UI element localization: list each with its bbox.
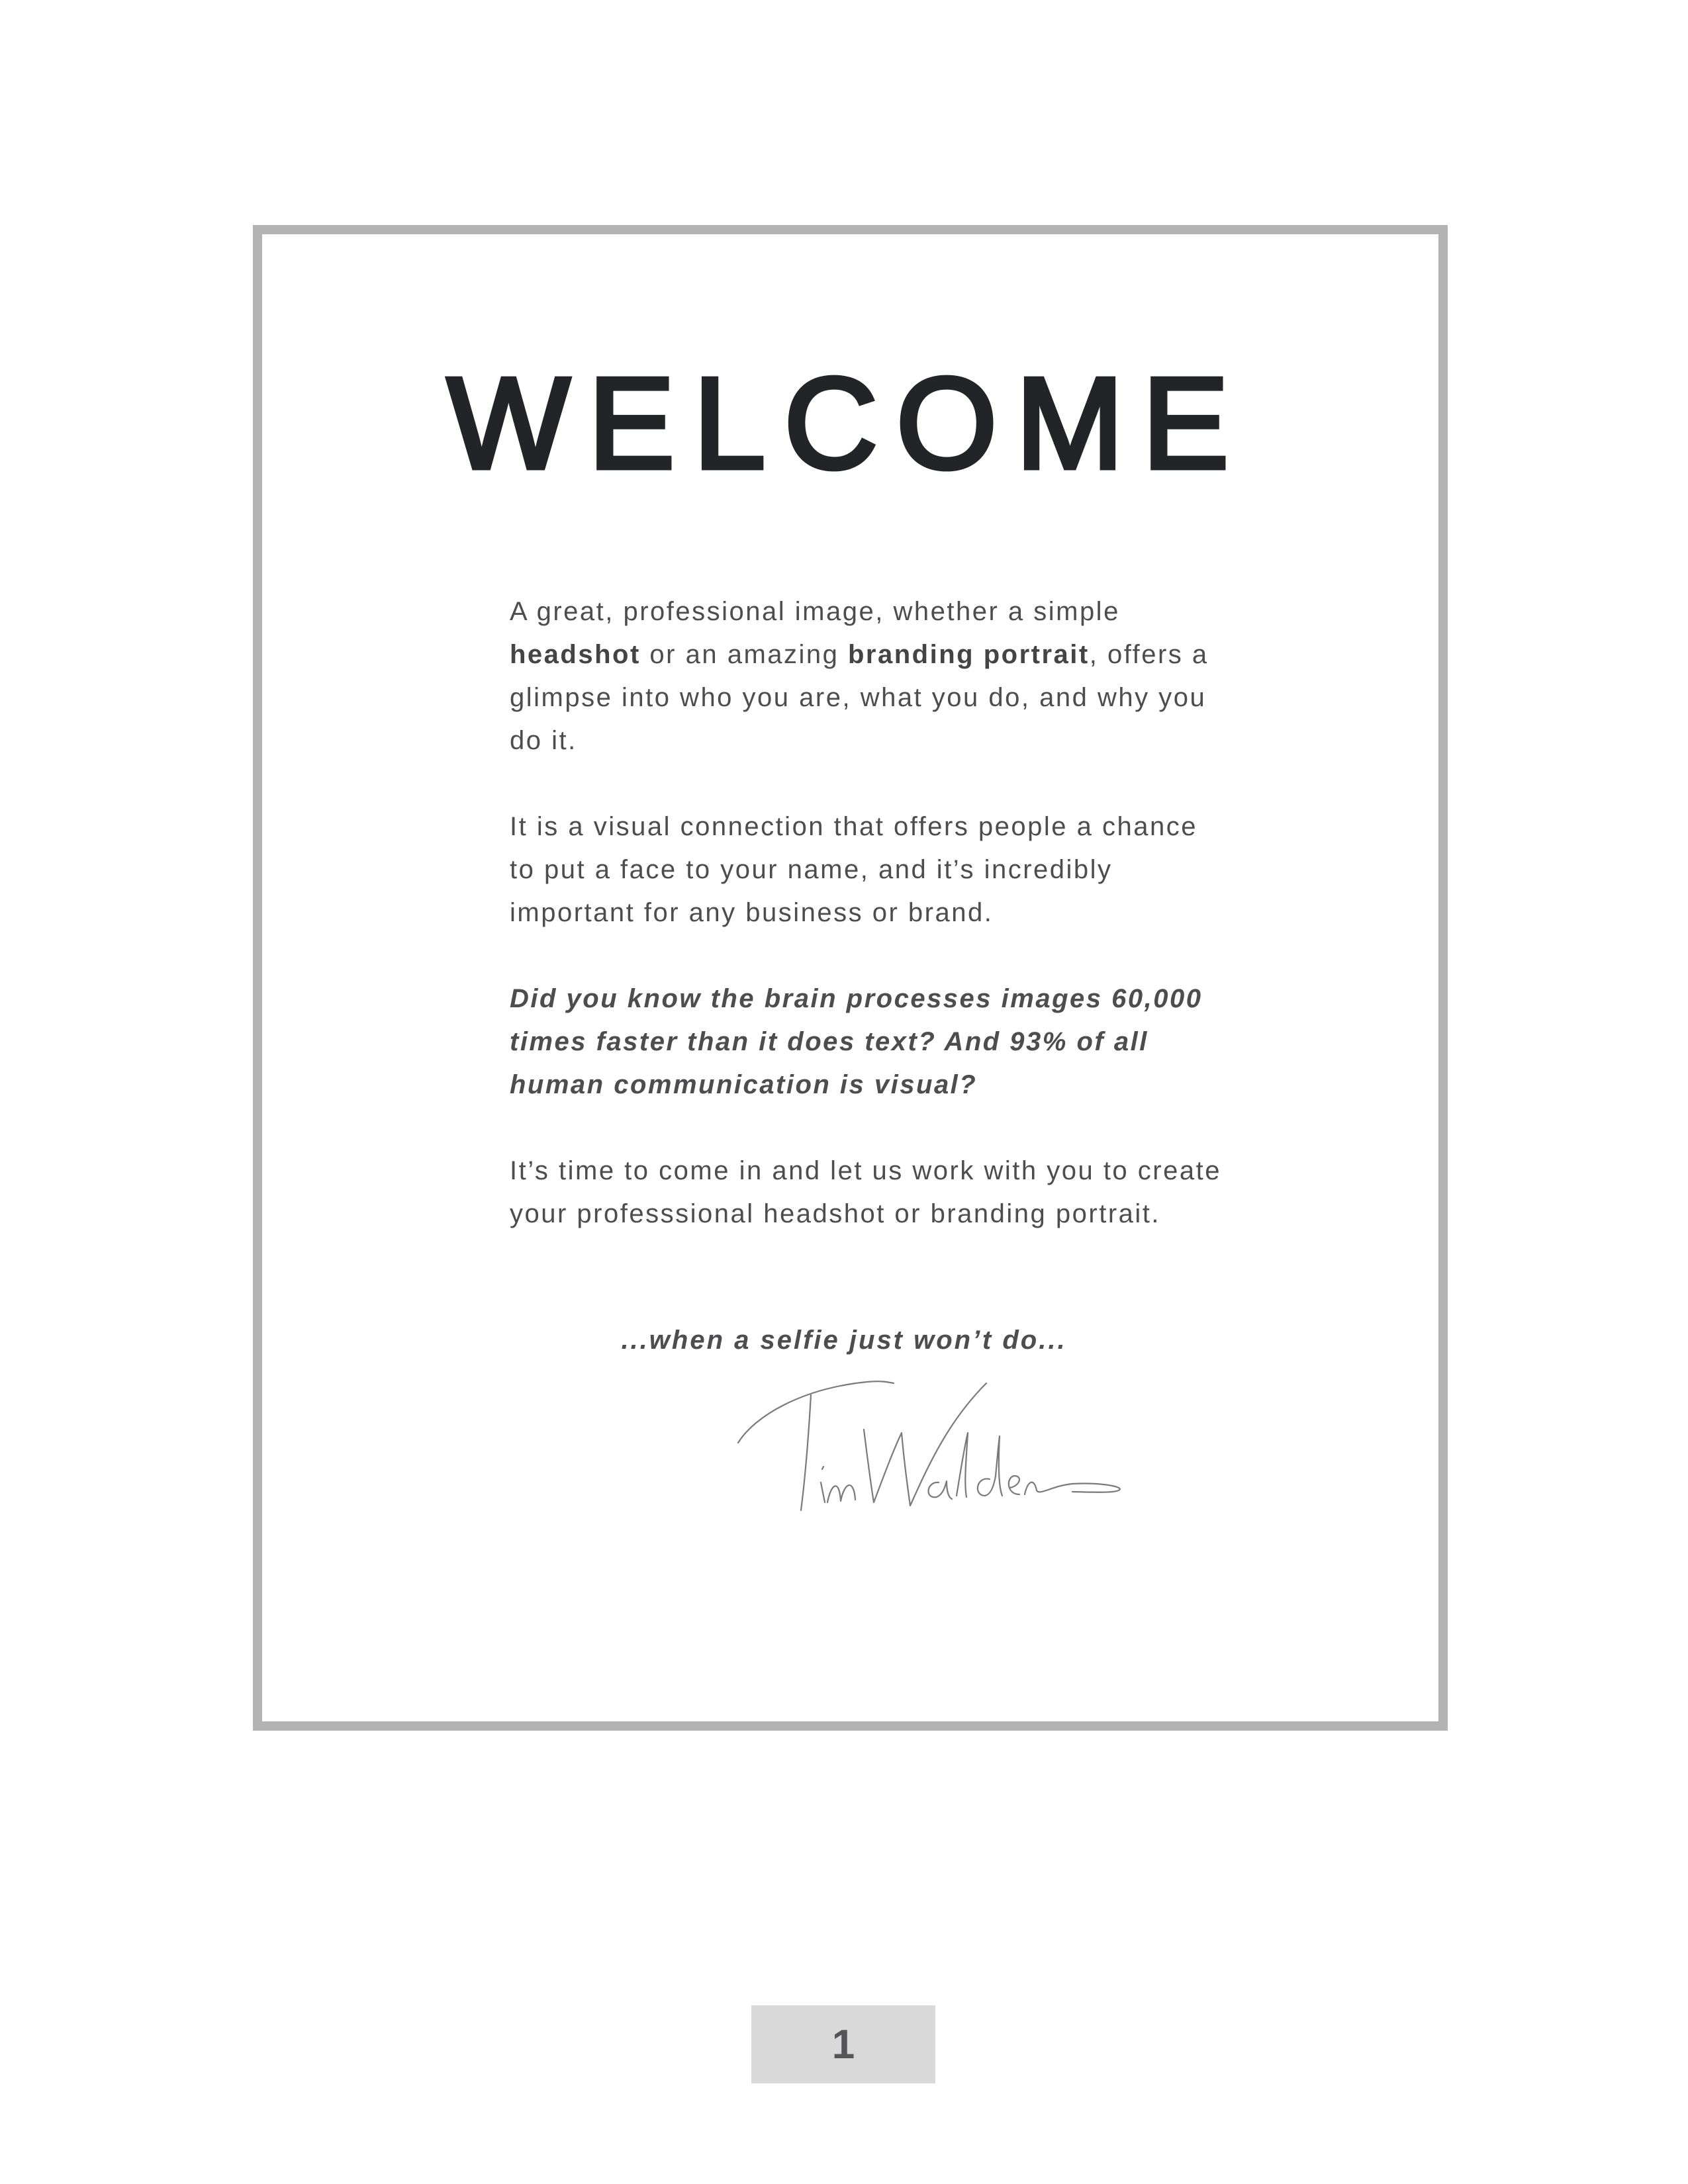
tagline: ...when a selfie just won’t do... bbox=[621, 1326, 1067, 1355]
intro-text-3: , offers a glimpse into who you are, what you do, and why you do it. bbox=[510, 640, 1209, 755]
branding-portrait-emphasis: branding portrait bbox=[848, 640, 1090, 669]
headshot-emphasis: headshot bbox=[510, 640, 641, 669]
page-number-badge bbox=[751, 2005, 935, 2083]
intro-text-1: A great, professional image, whether a simple bbox=[510, 597, 1120, 626]
call-to-action-paragraph: It’s time to come in and let us work with you to create your professsional headshot or branding portrait. bbox=[510, 1156, 1221, 1228]
page-number: 1 bbox=[831, 2021, 855, 2068]
brain-fact-paragraph: Did you know the brain processes images 60,000 times faster than it does text? And 93% of all human communication is visual? bbox=[510, 984, 1203, 1099]
welcome-body bbox=[510, 590, 1225, 1236]
page-title: WELCOME bbox=[447, 351, 1248, 496]
intro-paragraph bbox=[510, 590, 1225, 762]
visual-connection-paragraph: It is a visual connection that offers people a chance to put a face to your name, and it’s incredibly important for any business or brand. bbox=[510, 812, 1198, 927]
signature-image bbox=[728, 1370, 1125, 1522]
intro-text-2: or an amazing bbox=[640, 640, 848, 669]
